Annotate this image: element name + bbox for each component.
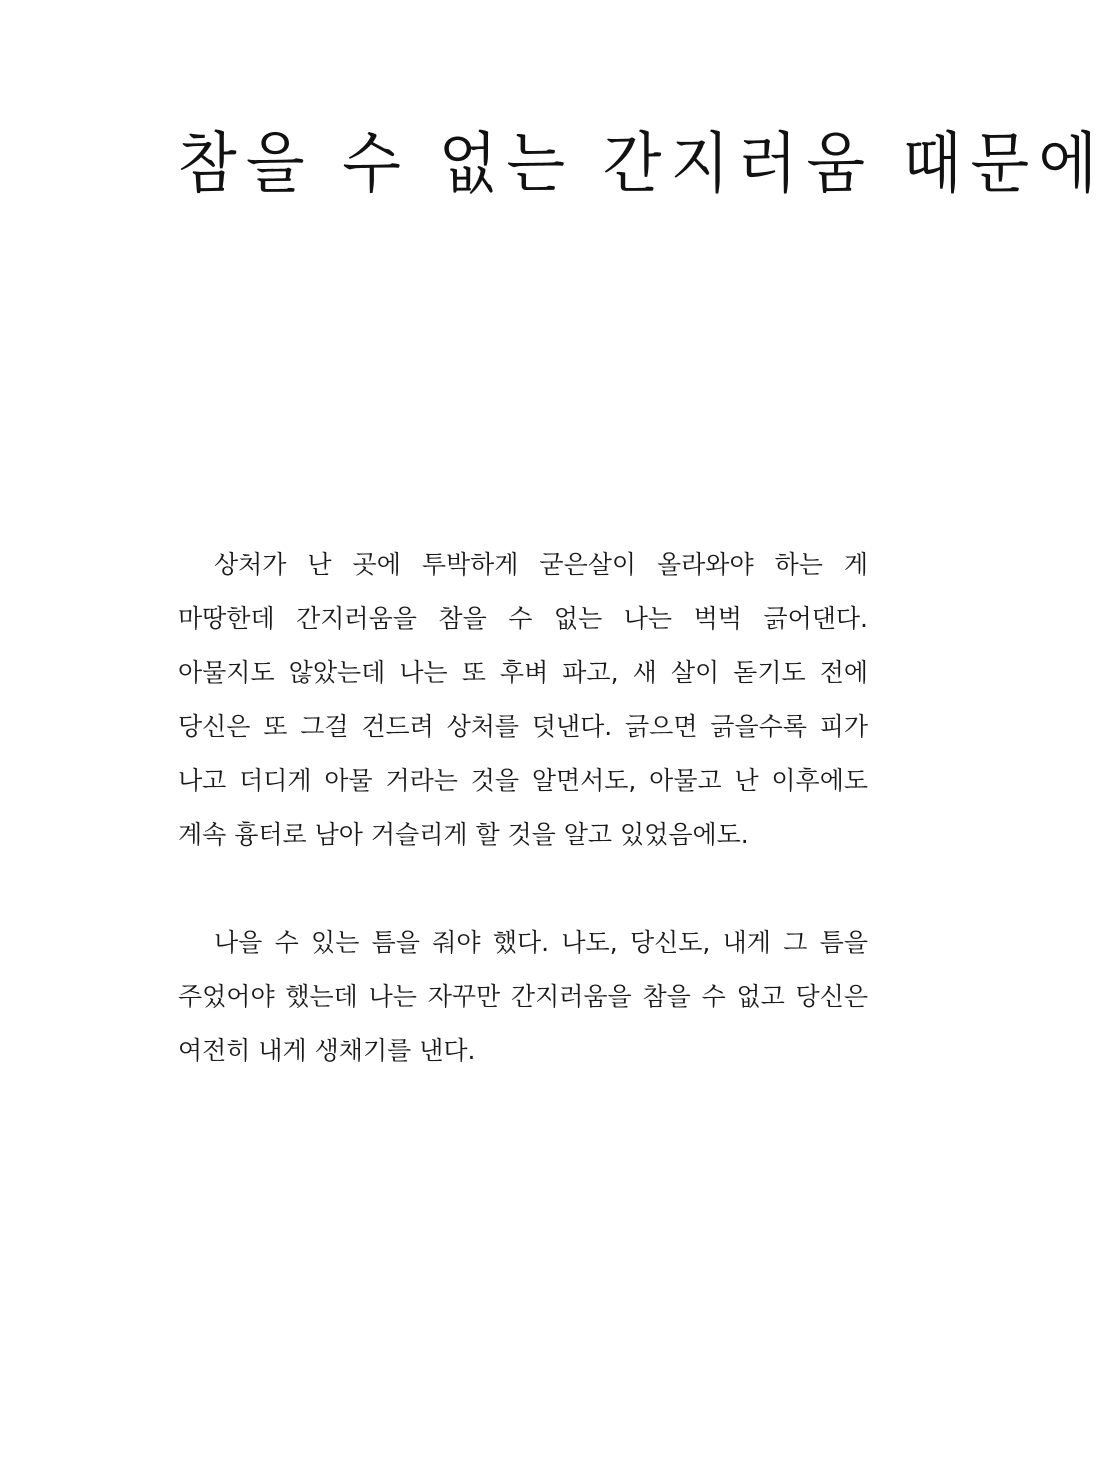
page-title: 참을 수 없는 간지러움 때문에 xyxy=(178,125,1106,202)
paragraph: 나을 수 있는 틈을 줘야 했다. 나도, 당신도, 내게 그 틈을 주었어야 했는데 나는 자꾸만 간지러움을 참을 수 없고 당신은 여전히 내게 생채기를 낸다. xyxy=(178,928,868,1065)
paragraph: 상처가 난 곳에 투박하게 굳은살이 올라와야 하는 게 마땅한데 간지러움을 참을 수 없는 나는 벅벅 긁어댄다. 아물지도 않았는데 나는 또 후벼 파고, 새 살이 돋기도 전에 당신은 또 그걸 건드려 상처를 덧낸다. 긁으면 긁을수록 피가 나고 더디게 아물 거라는 것을 알면서도, 아물고 난 이후에도 계속 흉터로 남아 거슬리게 할 것을 알고 있었음에도. xyxy=(178,550,868,849)
body-text xyxy=(178,538,868,1078)
